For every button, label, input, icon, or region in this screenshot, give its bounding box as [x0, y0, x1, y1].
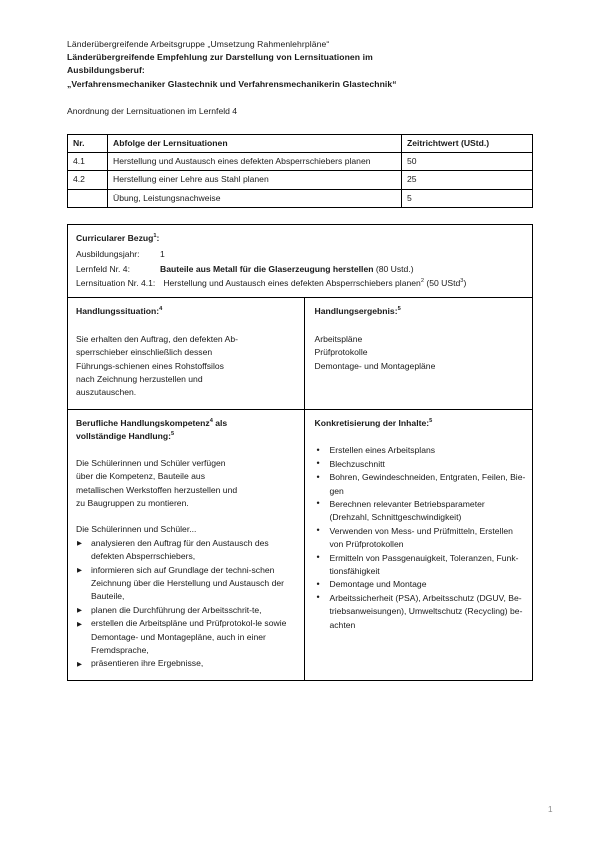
- konkretisierung-bullet-list: [314, 444, 526, 632]
- list-item: • Blechzuschnitt: [314, 458, 526, 471]
- table-row: [68, 153, 533, 171]
- handlungsergebnis-title: [314, 305, 526, 318]
- lernsituation-detail-box: [67, 224, 533, 681]
- handlungsergebnis-list: [314, 333, 526, 373]
- list-item: • Bohren, Gewindeschneiden, Entgraten, Feilen, Bie-gen: [314, 471, 526, 498]
- list-item: • Berechnen relevanter Betriebsparameter (Drehzahl, Schnittgeschwindigkeit): [314, 498, 526, 525]
- handlungsergebnis-cell: [305, 298, 532, 408]
- lernfeld-title: Bauteile aus Metall für die Glaserzeugung herstellen: [160, 263, 374, 274]
- heading-line-2: Länderübergreifende Empfehlung zur Darstellung von Lernsituationen im: [67, 52, 373, 63]
- kompetenz-title-line2: vollständige Handlung:: [76, 431, 172, 442]
- lernsituation-hours-close: ): [463, 278, 467, 289]
- footnote-marker: 3: [460, 278, 464, 285]
- kompetenz-lead-in: Die Schülerinnen und Schüler...: [76, 524, 197, 535]
- kompetenz-title-part1: Berufliche Handlungskompetenz: [76, 417, 210, 428]
- lernsituation-hours-rest: d: [455, 278, 461, 289]
- table-row: [68, 171, 533, 189]
- cell-time: 5: [402, 189, 533, 207]
- list-item: ▶ planen die Durchführung der Arbeitsschrit-te,: [76, 604, 295, 617]
- heading-line-1: Länderübergreifende Arbeitsgruppe „Umsetzung Rahmenlehrpläne“: [67, 39, 330, 49]
- section-subtitle: Anordnung der Lernsituationen im Lernfeld 4: [67, 105, 238, 116]
- handlungssituation-cell: [68, 298, 305, 408]
- document-heading: [67, 38, 533, 91]
- text-line: zu Baugruppen zu montieren.: [76, 497, 189, 508]
- handlungssituation-text: [76, 333, 295, 400]
- kompetenz-inhalte-row: [68, 410, 532, 680]
- footnote-marker: 2: [420, 278, 424, 285]
- kompetenz-title-part2: als: [212, 417, 228, 428]
- lernfeld-label: Lernfeld Nr. 4:: [76, 263, 130, 274]
- handlungssituation-title: [76, 305, 295, 318]
- list-item: ▶ präsentieren ihre Ergebnisse,: [76, 657, 295, 670]
- text-line: sperrschieber einschließlich dessen: [76, 347, 213, 358]
- list-item: ▶ erstellen die Arbeitspläne und Prüfprotokol-le sowie Demontage- und Montagepläne, auch in einer Fremdsprache,: [76, 617, 295, 657]
- kompetenz-bullet-list: [76, 537, 295, 671]
- footnote-marker: 1: [153, 232, 157, 239]
- ausbildungsjahr-label: Ausbildungsjahr:: [76, 249, 140, 260]
- ausbildungsjahr-row: [76, 248, 525, 261]
- curricular-title-colon: :: [156, 232, 160, 243]
- handlungsergebnis-title-text: Handlungsergebnis:: [314, 306, 398, 317]
- text-line: metallischen Werkstoffen herzustellen und: [76, 484, 238, 495]
- list-item: ▶ informieren sich auf Grundlage der techni-schen Zeichnung über die Herstellung und Austausch der Bauteile,: [76, 564, 295, 604]
- column-header-abfolge: Abfolge der Lernsituationen: [108, 135, 402, 153]
- page-number: 1: [548, 805, 553, 814]
- konkretisierung-cell: [305, 410, 532, 680]
- text-line: Führungs-schienen eines Rohstoffsilos: [76, 360, 224, 371]
- list-item: ▶ analysieren den Auftrag für den Austausch des defekten Absperrschiebers,: [76, 537, 295, 564]
- cell-time: 25: [402, 171, 533, 189]
- kompetenz-cell: [68, 410, 305, 680]
- list-item: • Demontage und Montage: [314, 578, 526, 591]
- list-item: • Ermitteln von Passgenauigkeit, Toleranzen, Funk-tionsfähigkeit: [314, 552, 526, 579]
- cell-title: Herstellung einer Lehre aus Stahl planen: [108, 171, 402, 189]
- list-item: • Verwenden von Mess- und Prüfmitteln, Erstellen von Prüfprotokollen: [314, 525, 526, 552]
- list-item: Arbeitspläne: [314, 333, 363, 344]
- lernsituationen-overview-table: [67, 134, 533, 208]
- list-item: Prüfprotokolle: [314, 347, 368, 358]
- list-item: • Arbeitssicherheit (PSA), Arbeitsschutz (DGUV, Be-triebsanweisungen), Umweltschutz (Recycling) be-achten: [314, 592, 526, 632]
- lernsituation-hours-open: (50 USt: [423, 278, 456, 289]
- heading-line-3: Ausbildungsberuf:: [67, 65, 145, 76]
- konkretisierung-title-text: Konkretisierung der Inhalte:: [314, 417, 430, 428]
- lernfeld-hours: (80 Ustd.): [373, 263, 414, 274]
- situation-result-row: [68, 298, 532, 409]
- table-row: [68, 189, 533, 207]
- footnote-marker: 5: [171, 431, 175, 438]
- text-line: Die Schülerinnen und Schüler verfügen: [76, 457, 226, 468]
- footnote-marker: 4: [209, 418, 213, 425]
- ausbildungsjahr-value: 1: [160, 249, 165, 260]
- footnote-marker: 5: [397, 306, 401, 313]
- cell-title: Übung, Leistungsnachweise: [108, 189, 402, 207]
- text-line: nach Zeichnung herzustellen und: [76, 374, 203, 385]
- table-header-row: [68, 135, 533, 153]
- curricular-reference-section: [68, 225, 532, 299]
- curricular-title-text: Curricularer Bezug: [76, 232, 154, 243]
- heading-line-4: „Verfahrensmechaniker Glastechnik und Verfahrensmechanikerin Glastechnik“: [67, 78, 397, 89]
- handlungssituation-title-text: Handlungssituation:: [76, 306, 160, 317]
- column-header-nr: Nr.: [68, 135, 108, 153]
- lernsituation-row: [76, 277, 525, 290]
- text-line: Sie erhalten den Auftrag, den defekten Ab-: [76, 333, 238, 344]
- cell-nr: 4.1: [68, 153, 108, 171]
- list-item: Demontage- und Montagepläne: [314, 360, 436, 371]
- curricular-title: [76, 232, 525, 245]
- text-line: auszutauschen.: [76, 387, 137, 398]
- konkretisierung-title: [314, 417, 526, 430]
- cell-time: 50: [402, 153, 533, 171]
- page-content: [67, 38, 533, 681]
- column-header-zeitrichtwert: Zeitrichtwert (UStd.): [402, 135, 533, 153]
- lernsituation-label: Lernsituation Nr. 4.1:: [76, 278, 156, 289]
- footnote-marker: 5: [429, 418, 433, 425]
- cell-title: Herstellung und Austausch eines defekten Absperrschiebers planen: [108, 153, 402, 171]
- kompetenz-intro: [76, 457, 295, 511]
- footnote-marker: 4: [159, 306, 163, 313]
- cell-nr: [68, 189, 108, 207]
- text-line: über die Kompetenz, Bauteile aus: [76, 471, 205, 482]
- spacer: [76, 510, 295, 523]
- list-item: • Erstellen eines Arbeitsplans: [314, 444, 526, 457]
- lernfeld-row: [76, 263, 525, 276]
- lernsituation-title: Herstellung und Austausch eines defekten Absperrschiebers planen: [163, 278, 421, 289]
- kompetenz-title: [76, 417, 295, 444]
- cell-nr: 4.2: [68, 171, 108, 189]
